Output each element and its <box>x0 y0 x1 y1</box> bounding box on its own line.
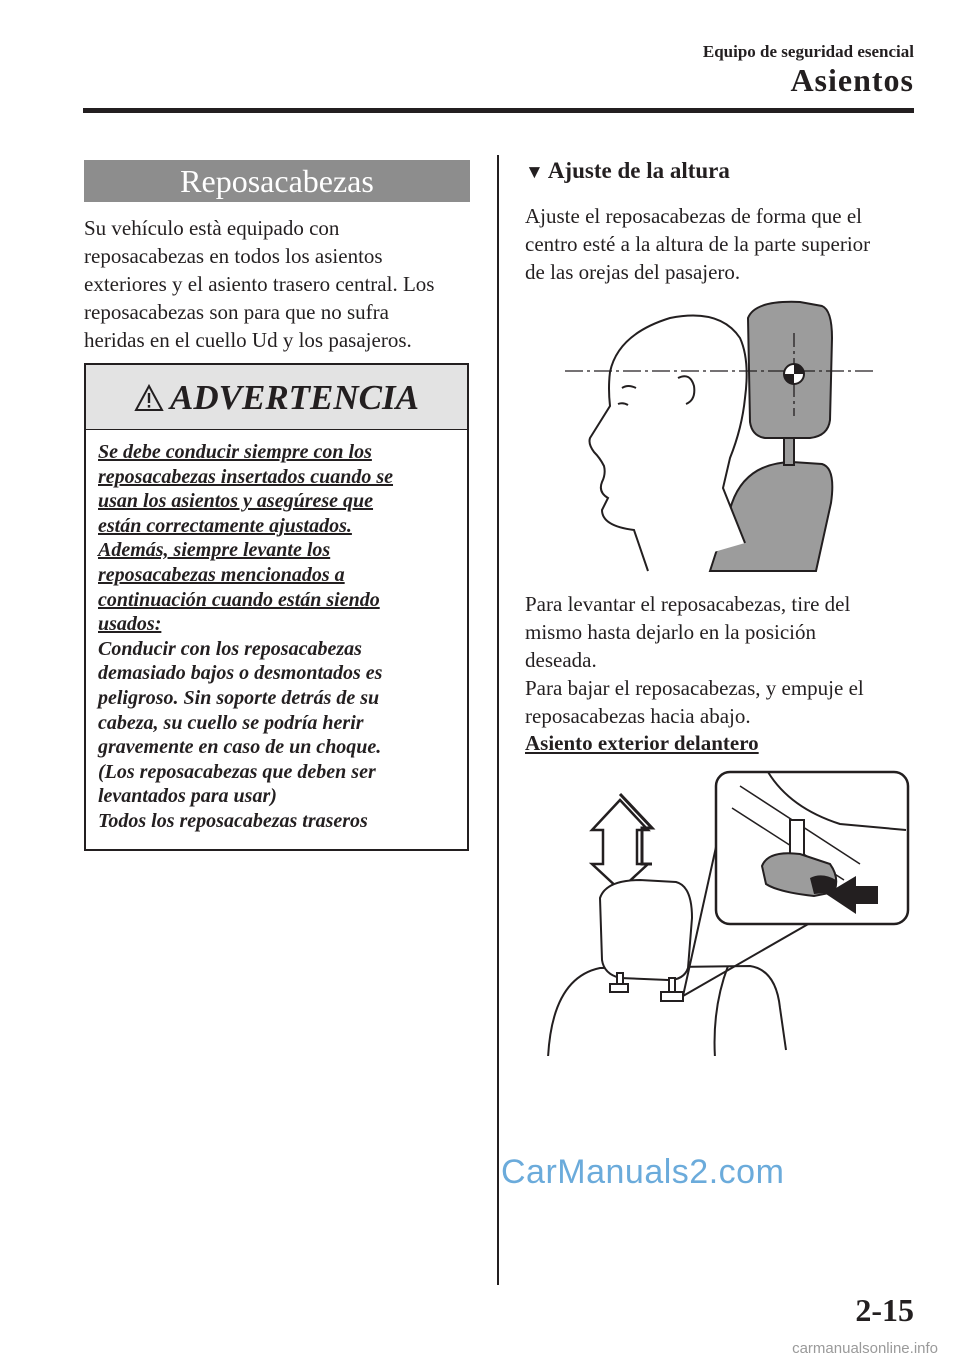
warning-underlined-line: usados: <box>98 613 162 636</box>
raise-lower-line: Para levantar el reposacabezas, tire del <box>525 592 851 616</box>
warning-underlined-line: usan los asientos y asegúrese que <box>98 490 374 513</box>
intro-paragraph <box>84 214 470 354</box>
warning-box <box>84 363 469 851</box>
chapter-title: Asientos <box>790 62 914 98</box>
footer-source-link[interactable]: carmanualsonline.info <box>792 1340 938 1357</box>
intro-line: reposacabezas son para que no sufra <box>84 300 389 324</box>
warning-triangle-icon <box>134 384 164 412</box>
adjust-line: centro esté a la altura de la parte superior <box>525 232 871 256</box>
warning-underlined-line: Se debe conducir siempre con los <box>98 441 372 463</box>
warning-line: (Los reposacabezas que deben ser <box>98 760 376 783</box>
warning-line: Conducir con los reposacabezas <box>98 637 362 660</box>
warning-line: cabeza, su cuello se podría herir <box>98 711 364 734</box>
adjust-line: Ajuste el reposacabezas de forma que el <box>525 204 863 228</box>
intro-line: heridas en el cuello Ud y los pasajeros. <box>84 328 412 352</box>
subheading-text: Ajuste de la altura <box>547 158 730 183</box>
warning-underlined-line: reposacabezas insertados cuando se <box>98 465 394 488</box>
adjust-paragraph <box>525 202 915 286</box>
warning-line: Todos los reposacabezas traseros <box>98 809 368 832</box>
intro-line: exteriores y el asiento trasero central. Los <box>84 272 435 296</box>
raise-lower-line: deseada. <box>525 648 597 672</box>
warning-underlined-line: están correctamente ajustados. <box>98 514 352 537</box>
headrest-height-illustration <box>560 298 880 573</box>
intro-line: reposacabezas en todos los asientos <box>84 244 383 268</box>
watermark-logo: CarManuals2.com <box>501 1153 785 1191</box>
intro-line: Su vehículo està equipado con <box>84 216 340 240</box>
section-title-banner: Reposacabezas <box>84 160 470 202</box>
raise-lower-paragraph <box>525 590 915 730</box>
warning-line: gravemente en caso de un choque. <box>98 736 382 759</box>
warning-header <box>86 365 467 430</box>
header-rule <box>83 108 914 113</box>
chapter-subtitle: Equipo de seguridad esencial <box>702 42 914 61</box>
column-divider <box>497 155 499 1285</box>
raise-lower-line: mismo hasta dejarlo en la posición <box>525 620 817 644</box>
raise-lower-line: reposacabezas hacia abajo. <box>525 704 751 728</box>
page-number: 2-15 <box>855 1292 914 1328</box>
warning-line: peligroso. Sin soporte detrás de su <box>98 686 380 709</box>
subheading <box>525 158 915 184</box>
warning-underlined-line: reposacabezas mencionados a <box>98 563 345 586</box>
warning-underlined-line: continuación cuando están siendo <box>98 588 380 611</box>
figure-caption: Asiento exterior delantero <box>525 731 759 755</box>
warning-text <box>86 430 467 834</box>
triangle-marker-icon: ▼ <box>525 162 544 183</box>
warning-underlined-line: Además, siempre levante los <box>98 539 331 562</box>
raise-lower-line: Para bajar el reposacabezas, y empuje el <box>525 676 864 700</box>
adjust-line: de las orejas del pasajero. <box>525 260 741 284</box>
front-seat-headrest-illustration <box>540 768 912 1056</box>
warning-line: demasiado bajos o desmontados es <box>98 662 383 685</box>
warning-line: levantados para usar) <box>98 785 277 808</box>
warning-title: ADVERTENCIA <box>170 378 419 417</box>
